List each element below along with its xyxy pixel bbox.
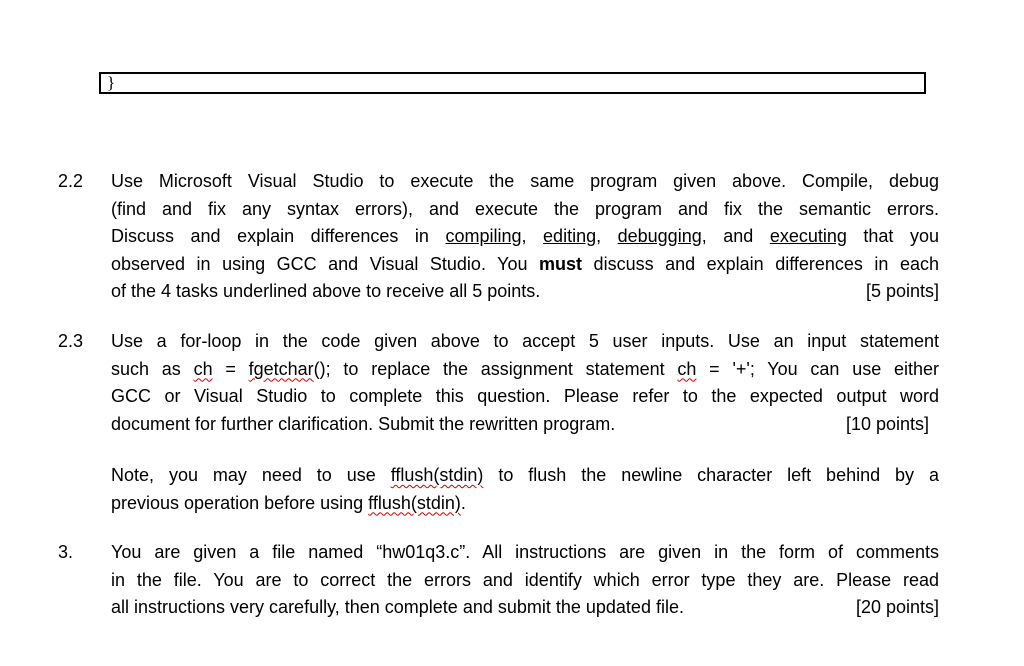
q3-line-3: all instructions very carefully, then complete and submit the updated file. [20 points] xyxy=(111,594,939,622)
bold-must: must xyxy=(539,253,583,274)
q2-3-points: [10 points] xyxy=(845,413,929,434)
q2-3-line-2: such as ch = fgetchar(); to replace the assignment statement ch = '+'; You can use either xyxy=(111,358,940,379)
q2-2-line-3: Discuss and explain differences in compiling, editing, debugging, and executing that you xyxy=(111,226,939,246)
code-box xyxy=(99,72,926,94)
underlined-editing: editing xyxy=(543,226,597,246)
q2-3-line-4: document for further clarification. Submit the rewritten program. [10 points] xyxy=(111,411,939,439)
q3-points: [20 points] xyxy=(855,597,939,617)
question-number-2-2: 2.2 xyxy=(58,171,84,191)
note-line-2: previous operation before using fflush(stdin). xyxy=(111,492,466,513)
q2-2-line-5: of the 4 tasks underlined above to receive all 5 points. [5 points] xyxy=(111,278,939,306)
q2-2-line-1: Use Microsoft Visual Studio to execute the same program given above. Compile, debug xyxy=(111,171,939,191)
underlined-compiling: compiling xyxy=(445,226,522,246)
underlined-debugging: debugging xyxy=(617,226,702,246)
q2-3-line-3: GCC or Visual Studio to complete this question. Please refer to the expected output word xyxy=(111,386,939,406)
question-2-2-text xyxy=(111,168,939,306)
q2-2-line-2: (find and fix any syntax errors), and execute the program and fix the semantic errors. xyxy=(111,198,939,219)
q2-2-points: [5 points] xyxy=(865,281,939,301)
spell-flag-fflush: fflush(stdin) xyxy=(390,465,484,485)
closing-brace: } xyxy=(107,73,116,92)
spell-flag-fgetchar: fgetchar xyxy=(248,358,314,379)
question-number-2-3: 2.3 xyxy=(58,331,84,351)
q3-line-2: in the file. You are to correct the errors and identify which error type they are. Please read xyxy=(111,569,939,590)
q2-3-line-1: Use a for-loop in the code given above to accept 5 user inputs. Use an input statement xyxy=(111,331,939,351)
question-2-3-text xyxy=(111,328,939,438)
spell-flag-fflush-2: fflush(stdin) xyxy=(368,492,461,513)
note-line-1: Note, you may need to use fflush(stdin) to flush the newline character left behind by a xyxy=(111,465,939,485)
q3-line-1: You are given a file named “hw01q3.c”. All instructions are given in the form of comments xyxy=(111,542,939,562)
question-number-3: 3. xyxy=(58,542,74,562)
spell-flag-ch: ch xyxy=(193,358,213,379)
spell-flag-ch-2: ch xyxy=(677,358,697,379)
question-3-text xyxy=(111,539,939,622)
note-text xyxy=(111,462,939,517)
q2-2-line-4: observed in using GCC and Visual Studio. You must discuss and explain differences in each xyxy=(111,253,939,274)
underlined-executing: executing xyxy=(769,226,847,246)
